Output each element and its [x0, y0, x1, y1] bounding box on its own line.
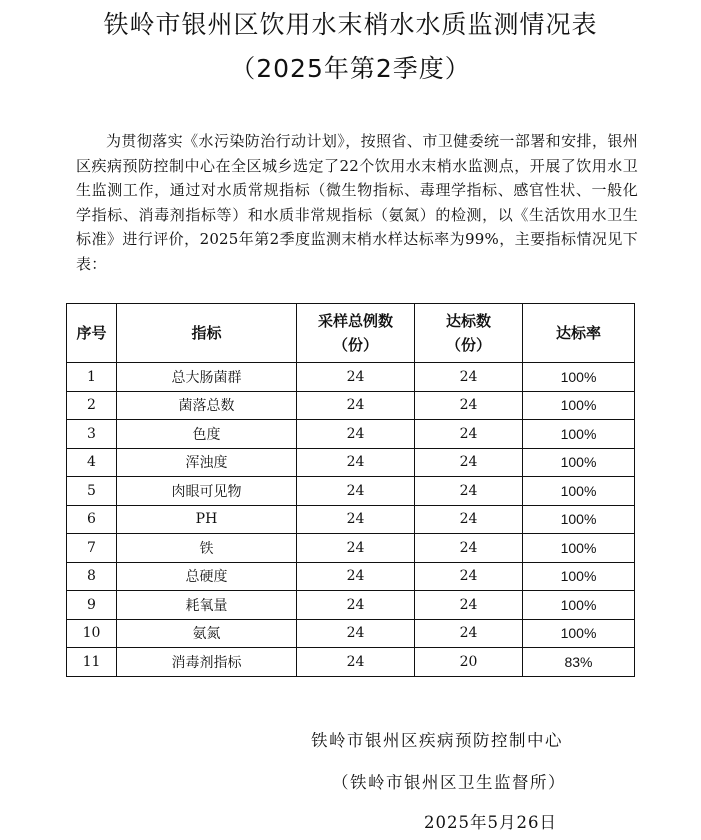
- cell-passed: 24: [415, 477, 523, 506]
- cell-total: 24: [297, 534, 415, 563]
- cell-rate: 83%: [523, 648, 635, 677]
- cell-no: 7: [67, 534, 117, 563]
- intro-paragraph: 为贯彻落实《水污染防治行动计划》，按照省、市卫健委统一部署和安排，银州区疾病预防控制中心在全区城乡选定了22个饮用水末梢水监测点，开展了饮用水卫生监测工作，通过对水质常规指标（微生物指标、毒理学指标、感官性状、一般化学指标、消毒剂指标等）和水质非常规指标（氨氮）的检测，以《生活饮用水卫生标准》进行评价，2025年第2季度监测末梢水样达标率为99%，主要指标情况见下表：: [76, 132, 638, 273]
- cell-rate: 100%: [523, 363, 635, 392]
- header-no: 序号: [67, 304, 117, 363]
- table-header-row: [67, 304, 635, 363]
- cell-total: 24: [297, 363, 415, 392]
- cell-rate: 100%: [523, 619, 635, 648]
- cell-no: 1: [67, 363, 117, 392]
- cell-passed: 24: [415, 448, 523, 477]
- cell-passed: 24: [415, 534, 523, 563]
- cell-indicator: 消毒剂指标: [117, 648, 297, 677]
- cell-total: 24: [297, 619, 415, 648]
- cell-passed: 24: [415, 363, 523, 392]
- cell-indicator: 氨氮: [117, 619, 297, 648]
- cell-no: 4: [67, 448, 117, 477]
- cell-passed: 24: [415, 591, 523, 620]
- cell-indicator: 总大肠菌群: [117, 363, 297, 392]
- cell-total: 24: [297, 420, 415, 449]
- cell-no: 3: [67, 420, 117, 449]
- cell-indicator: PH: [117, 505, 297, 534]
- table-row: [67, 505, 635, 534]
- table-row: [67, 477, 635, 506]
- cell-total: 24: [297, 591, 415, 620]
- cell-rate: 100%: [523, 591, 635, 620]
- table-row: [67, 363, 635, 392]
- cell-rate: 100%: [523, 534, 635, 563]
- cell-rate: 100%: [523, 477, 635, 506]
- cell-passed: 24: [415, 391, 523, 420]
- cell-total: 24: [297, 505, 415, 534]
- cell-passed: 24: [415, 505, 523, 534]
- page-subtitle: （2025年第2季度）: [230, 54, 471, 83]
- cell-no: 11: [67, 648, 117, 677]
- header-passed-line2: （份）: [445, 336, 491, 354]
- table-row: [67, 591, 635, 620]
- cell-no: 2: [67, 391, 117, 420]
- cell-passed: 24: [415, 562, 523, 591]
- header-passed: [415, 304, 523, 363]
- table-row: [67, 619, 635, 648]
- header-indicator: 指标: [117, 304, 297, 363]
- table-row: [67, 648, 635, 677]
- cell-indicator: 浑浊度: [117, 448, 297, 477]
- page-title: 铁岭市银州区饮用水末梢水水质监测情况表: [103, 10, 598, 39]
- cell-indicator: 色度: [117, 420, 297, 449]
- footer-date: 2025年5月26日: [424, 813, 557, 832]
- cell-indicator: 菌落总数: [117, 391, 297, 420]
- cell-rate: 100%: [523, 505, 635, 534]
- cell-no: 6: [67, 505, 117, 534]
- header-total-line1: 采样总例数: [317, 312, 393, 330]
- cell-total: 24: [297, 391, 415, 420]
- cell-rate: 100%: [523, 420, 635, 449]
- table-row: [67, 562, 635, 591]
- cell-indicator: 耗氧量: [117, 591, 297, 620]
- header-total: [297, 304, 415, 363]
- cell-indicator: 肉眼可见物: [117, 477, 297, 506]
- table-row: [67, 448, 635, 477]
- water-quality-table: [66, 303, 635, 677]
- cell-total: 24: [297, 448, 415, 477]
- header-rate: 达标率: [523, 304, 635, 363]
- cell-no: 5: [67, 477, 117, 506]
- table-row: [67, 534, 635, 563]
- cell-no: 10: [67, 619, 117, 648]
- cell-passed: 24: [415, 619, 523, 648]
- cell-rate: 100%: [523, 448, 635, 477]
- cell-rate: 100%: [523, 562, 635, 591]
- table-row: [67, 420, 635, 449]
- cell-total: 24: [297, 477, 415, 506]
- footer-organization-sub: （铁岭市银州区卫生监督所）: [332, 773, 566, 792]
- header-total-line2: （份）: [332, 336, 378, 354]
- cell-total: 24: [297, 562, 415, 591]
- header-passed-line1: 达标数: [445, 312, 491, 330]
- cell-no: 9: [67, 591, 117, 620]
- footer-organization: 铁岭市银州区疾病预防控制中心: [311, 731, 563, 750]
- cell-passed: 24: [415, 420, 523, 449]
- cell-indicator: 铁: [117, 534, 297, 563]
- cell-indicator: 总硬度: [117, 562, 297, 591]
- cell-no: 8: [67, 562, 117, 591]
- cell-rate: 100%: [523, 391, 635, 420]
- cell-passed: 20: [415, 648, 523, 677]
- table-row: [67, 391, 635, 420]
- cell-total: 24: [297, 648, 415, 677]
